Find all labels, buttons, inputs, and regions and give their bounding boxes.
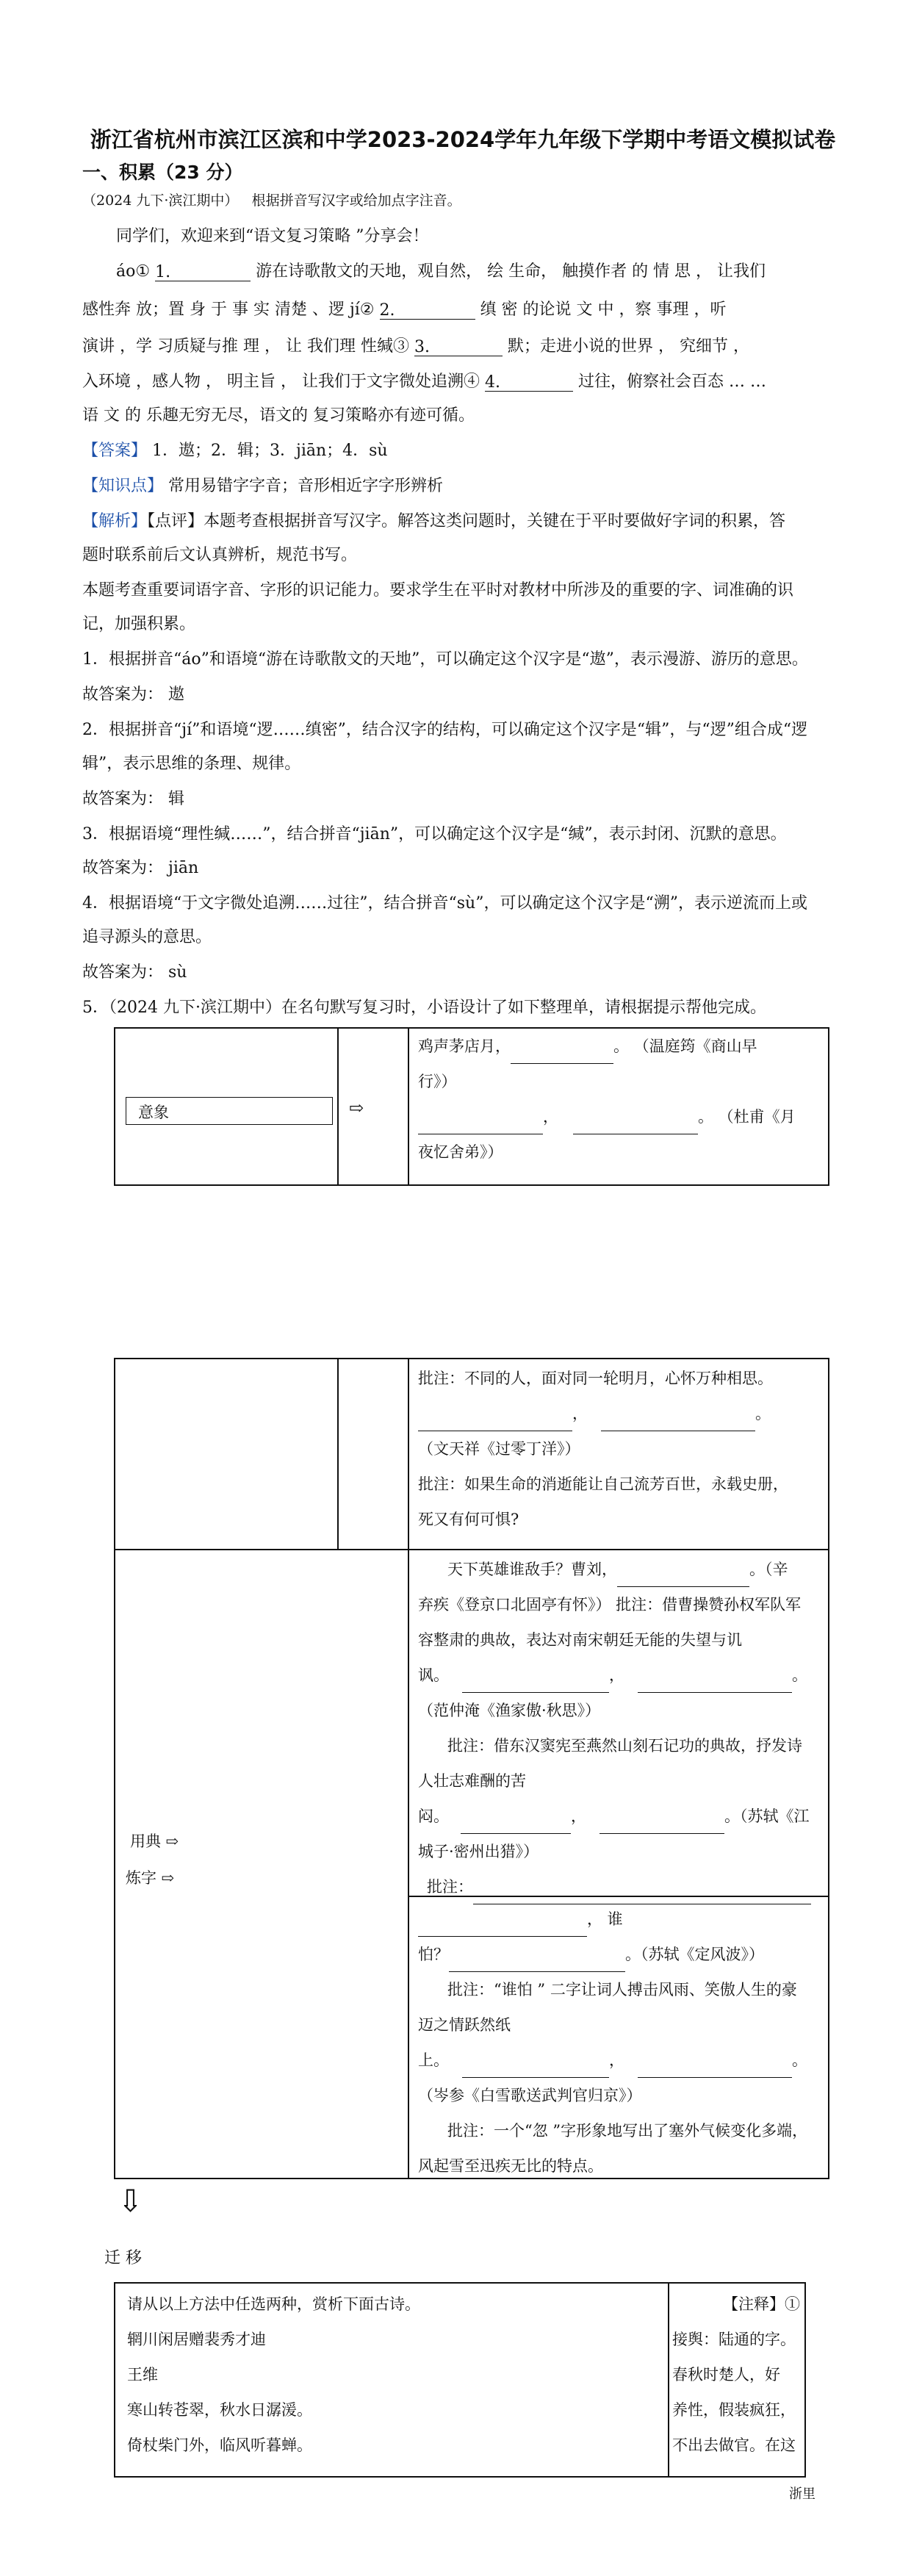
arrow-right-icon: ⇨ (349, 1098, 364, 1118)
r3-line8: 闷。 (418, 1807, 449, 1825)
final-answer-4: 故答案为： sù (82, 963, 187, 982)
q5-prompt: 在名句默写复习时，小语设计了如下整理单，请根据提示帮他完成。 (281, 999, 766, 1017)
r3-line4c: 。 (792, 1666, 807, 1684)
r4-line2: 怕？ (418, 1946, 449, 1963)
q5-source: （2024 九下·滨江期中） (109, 999, 281, 1017)
blank-r3-b[interactable] (462, 1675, 609, 1693)
r2-line2b: ， (572, 1405, 588, 1422)
solution-2b: 辑”，表示思维的条理、规律。 (82, 755, 301, 773)
r2-line1: 批注：不同的人，面对同一轮明月，心怀万种相思。 (418, 1370, 773, 1387)
solution-4a: 4．根据语境“于文字微处追溯……过往”，结合拼音“sù”，可以确定这个汉字是“溯”，表示逆流而上或 (82, 894, 807, 913)
label-allusion: 用典 ⇨ (130, 1832, 179, 1850)
note-line-3: 春秋时楚人，好 (672, 2366, 780, 2383)
blank-r3-a[interactable] (617, 1569, 749, 1587)
blank-r1-a[interactable] (511, 1046, 613, 1064)
analysis-row-4: 记，加强积累。 (82, 615, 196, 633)
section-heading: 一、积累（23 分） (82, 162, 243, 183)
q5-header (82, 995, 766, 1018)
answer-label: 【答案】 (82, 442, 148, 460)
blank-4[interactable] (485, 373, 573, 392)
answer-text: 1．遨；2．辑；3．jiān；4．sù (152, 442, 388, 460)
analysis-text-1: 【点评】本题考查根据拼音写汉字。解答这类问题时，关键在于平时要做好字词的积累，答 (147, 512, 786, 530)
note-line-4: 养性，假装疯狂， (672, 2401, 796, 2419)
q1-line3-text-b: 默；走进小说的世界 ， 究细节 ， (507, 337, 749, 356)
r3-line8c: 。（苏轼《江 (724, 1807, 810, 1825)
blank-3[interactable] (414, 338, 503, 356)
r3-line8b: ， (571, 1807, 586, 1825)
r1-line4: 夜忆舍弟》） (418, 1143, 503, 1161)
r3-line4: 讽。 (418, 1666, 449, 1684)
q1-paragraph-line-4 (82, 369, 766, 392)
solution-4b: 追寻源头的意思。 (82, 928, 212, 946)
q1-prompt: 根据拼音写汉字或给加点字注音。 (251, 193, 461, 209)
r4-line3: 批注：“谁怕 ” 二字让词人搏击风雨、笑傲人生的豪 (447, 1981, 797, 1998)
r3-line4b: ， (609, 1666, 624, 1684)
imagery-label: 意象 (138, 1104, 169, 1121)
r1-line3b: ， (543, 1108, 558, 1126)
poem-title: 辋川闲居赠裴秀才迪 (127, 2331, 266, 2348)
r4-line7: 批注：一个“忽 ”字形象地写出了塞外气候变化多端， (447, 2122, 808, 2140)
pinyin-ao: áo① (116, 262, 151, 281)
blank-r2-a[interactable] (418, 1414, 572, 1431)
r2-line2c: 。 (755, 1405, 771, 1422)
poem-line-2: 倚杖柴门外，临风听暮蝉。 (127, 2436, 312, 2454)
page-title: 浙江省杭州市滨江区滨和中学2023-2024学年九年级下学期中考语文模拟试卷 (90, 127, 836, 152)
r1-line3c: 。 （杜甫《月 (698, 1108, 796, 1126)
r4-line5: 上。 (418, 2051, 449, 2069)
blank-r3-c[interactable] (638, 1675, 792, 1693)
r3-line1b: 。（辛 (749, 1561, 788, 1578)
word-refining-cell (418, 1902, 822, 2184)
r4-line5c: 。 (792, 2051, 807, 2069)
r3-line9: 城子·密州出猎》） (418, 1843, 539, 1860)
q1-line4-text-b: 过往，俯察社会百态 … … (577, 373, 766, 391)
final-answer-3: 故答案为： jiān (82, 859, 199, 877)
knowledge-point-row (82, 473, 443, 496)
blank-r3-d[interactable] (461, 1816, 571, 1834)
solution-3: 3．根据语境“理性缄……”，结合拼音“jiān”，可以确定这个汉字是“缄”，表示封闭、沉默的意思。 (82, 825, 787, 843)
poem-line-1: 寒山转苍翠，秋水日潺湲。 (127, 2401, 312, 2419)
blank-r2-b[interactable] (601, 1414, 755, 1431)
final-answer-1: 故答案为： 遨 (82, 686, 184, 704)
note-line-2: 接舆：陆通的字。 (672, 2331, 796, 2348)
annotation-cell-1 (418, 1361, 822, 1537)
label-word-refining: 炼字 ⇨ (126, 1869, 175, 1887)
solution-2a: 2．根据拼音“jí”和语境“逻……缜密”，结合汉字的结构，可以确定这个汉字是“辑”，与“逻”组合成“逻 (82, 721, 808, 739)
r4-line8: 风起雪至迅疾无比的特点。 (418, 2157, 603, 2175)
r1-line1b: 。 （温庭筠《商山早 (613, 1037, 757, 1055)
r4-line6: （岑参《白雪歌送武判官归京》） (418, 2087, 642, 2104)
q1-line2-text-b: 缜 密 的论说 文 中 ，察 事理 ，听 (480, 301, 727, 319)
solution-1: 1．根据拼音“áo”和语境“游在诗歌散文的天地”，可以确定这个汉字是“遨”，表示漫游、游历的意思。 (82, 650, 808, 669)
allusion-cell (418, 1552, 822, 1904)
r4-line4: 迈之情跃然纸 (418, 2016, 511, 2034)
poem-author: 王维 (127, 2366, 158, 2383)
blank-2-number: 2. (379, 301, 395, 320)
blank-r3-e[interactable] (599, 1816, 724, 1834)
q1-line1-text: 游在诗歌散文的天地，观自然， 绘 生命， 触摸作者 的 情 思 ， 让我们 (256, 262, 766, 281)
blank-r4-b[interactable] (449, 1954, 625, 1972)
r4-line2b: 。（苏轼《定风波》） (625, 1946, 764, 1963)
blank-3-number: 3. (414, 337, 430, 356)
transfer-label: 迁 移 (104, 2249, 142, 2267)
r3-line6: 批注：借东汉窦宪至燕然山刻石记功的典故，抒发诗 (447, 1737, 802, 1755)
r3-line7: 人壮志难酬的苦 (418, 1772, 526, 1790)
r4-line1b: ， 谁 (587, 1910, 623, 1928)
r2-line4: 批注：如果生命的消逝能让自己流芳百世，永载史册， (418, 1475, 788, 1493)
analysis-label: 【解析】 (82, 512, 148, 530)
final-answer-2: 故答案为： 辑 (82, 790, 184, 808)
q1-intro: 同学们，欢迎来到“语文复习策略 ”分享会！ (116, 227, 429, 245)
q1-line4-text: 入环境 ，感人物 ， 明主旨 ， 让我们于文字微处追溯④ (82, 373, 480, 391)
analysis-row-1 (82, 508, 785, 531)
blank-r4-c[interactable] (462, 2060, 609, 2078)
poem-cell (127, 2287, 656, 2463)
blank-4-number: 4. (484, 373, 500, 392)
transfer-instruction: 请从以上方法中任选两种，赏析下面古诗。 (127, 2295, 420, 2313)
blank-r4-a[interactable] (418, 1919, 587, 1937)
q1-paragraph-line-2 (82, 297, 727, 320)
analysis-row-2: 题时联系前后文认真辨析，规范书写。 (82, 546, 358, 564)
blank-r1-b[interactable] (418, 1117, 543, 1134)
imagery-box (126, 1097, 333, 1125)
q1-line3-text: 演讲 ，学 习质疑与推 理 ， 让 我们理 性缄③ (82, 337, 409, 356)
r3-line1: 天下英雄谁敌手？曹刘， (447, 1561, 617, 1578)
q1-line2-text: 感性奔 放；置 身 于 事 实 清楚 、逻 jí② (82, 301, 375, 319)
q1-paragraph-line-3 (82, 334, 749, 356)
r2-line5: 死又有何可惧? (418, 1511, 519, 1528)
blank-r4-d[interactable] (638, 2060, 792, 2078)
blank-r1-c[interactable] (573, 1117, 698, 1134)
transfer-table (114, 2282, 806, 2478)
r2-line3: （文天祥《过零丁洋》） (418, 1440, 580, 1458)
knowledge-point-label: 【知识点】 (82, 477, 164, 495)
r3-line10: 批注： (427, 1878, 473, 1896)
analysis-row-3: 本题考查重要词语字音、字形的识记能力。要求学生在平时对教材中所涉及的重要的字、词准确的识 (82, 581, 794, 600)
r4-line5b: ， (609, 2051, 624, 2069)
q5-number: 5． (82, 999, 109, 1017)
q1-paragraph-line-1 (116, 259, 766, 281)
q1-paragraph-line-5: 语 文 的 乐趣无穷无尽，语文的 复习策略亦有迹可循。 (82, 406, 475, 425)
note-line-1: 【注释】① (723, 2295, 800, 2313)
blank-1[interactable] (155, 263, 251, 281)
answer-row (82, 438, 388, 461)
review-table-part-2 (114, 1358, 829, 2179)
r1-line2: 行》） (418, 1073, 457, 1090)
q1-header (82, 190, 461, 209)
r1-line1: 鸡声茅店月， (418, 1037, 511, 1055)
q1-source: （2024 九下·滨江期中） (82, 193, 239, 209)
knowledge-point-text: 常用易错字字音；音形相近字字形辨析 (168, 477, 444, 495)
blank-1-number: 1. (155, 262, 171, 281)
note-cell (672, 2287, 803, 2463)
r3-line3: 容整肃的典故，表达对南宋朝廷无能的失望与讥 (418, 1631, 742, 1649)
r3-line2: 弃疾《登京口北固亭有怀》） 批注：借曹操赞孙权军队军 (418, 1596, 802, 1613)
footer-text: 浙里 (789, 2486, 815, 2502)
review-table-part-1 (114, 1027, 829, 1186)
imagery-cell (418, 1029, 822, 1170)
note-line-5: 不出去做官。在这 (672, 2436, 796, 2454)
arrow-down-icon: ⇩ (118, 2183, 144, 2219)
blank-2[interactable] (380, 301, 475, 320)
r3-line5: （范仲淹《渔家傲·秋思》） (418, 1702, 601, 1719)
